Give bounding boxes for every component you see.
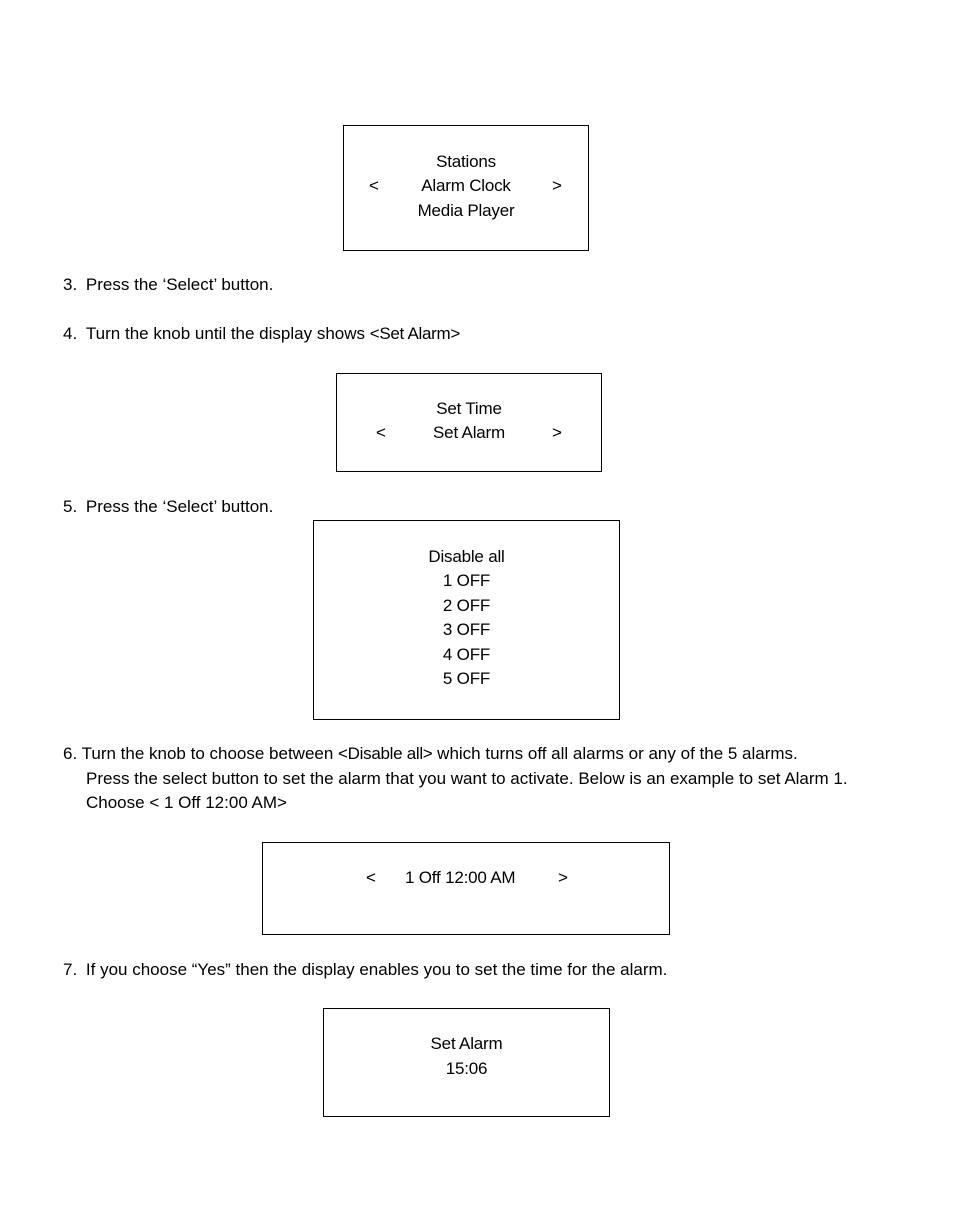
display-line-stations: Stations	[436, 152, 496, 171]
display-main-menu	[343, 125, 589, 251]
display-set-alarm-menu	[336, 373, 602, 472]
display-line-alarm-1: 1 OFF	[442, 571, 491, 590]
step-text: Press the ‘Select’ button.	[85, 497, 274, 516]
step-number: 3.	[63, 275, 78, 294]
step-number: 4.	[63, 324, 78, 343]
right-arrow-icon: >	[552, 176, 562, 195]
display-line-media-player: Media Player	[417, 201, 515, 220]
display-line-time: 15:06	[445, 1059, 488, 1078]
display-line-alarm-5: 5 OFF	[442, 669, 491, 688]
step-text: Press the ‘Select’ button.	[85, 275, 274, 294]
step-text: If you choose “Yes” then the display enables you to set the time for the alarm.	[85, 960, 668, 979]
step-text-after: which turns off all alarms or any of the 5 alarms.	[432, 744, 798, 763]
display-line-alarm-clock: Alarm Clock	[421, 176, 511, 195]
right-arrow-icon: >	[558, 868, 568, 887]
step-highlight: <Disable all>	[338, 744, 433, 763]
display-alarm-list	[313, 520, 620, 720]
step-number: 5.	[63, 497, 78, 516]
step-text: Turn the knob until the display shows	[85, 324, 370, 343]
left-arrow-icon: <	[366, 868, 376, 887]
step-7	[63, 960, 667, 980]
step-4	[63, 324, 460, 344]
display-line-alarm-2: 2 OFF	[442, 596, 491, 615]
step-highlight: <Set Alarm>	[369, 324, 460, 343]
step-6-line-3: Choose < 1 Off 12:00 AM>	[86, 793, 287, 812]
display-line-set-alarm-title: Set Alarm	[430, 1034, 503, 1053]
step-text: Turn the knob to choose between	[81, 744, 339, 763]
left-arrow-icon: <	[369, 176, 379, 195]
display-line-alarm-3: 3 OFF	[442, 620, 491, 639]
right-arrow-icon: >	[552, 423, 562, 442]
step-number: 6.	[63, 744, 78, 763]
step-6	[63, 744, 798, 764]
step-3	[63, 275, 273, 295]
display-line-set-alarm: Set Alarm	[433, 423, 505, 442]
display-set-time	[323, 1008, 610, 1117]
step-6-line-2: Press the select button to set the alarm that you want to activate. Below is an example to set Alarm 1.	[86, 769, 848, 788]
step-5	[63, 497, 273, 517]
display-line-alarm-4: 4 OFF	[442, 645, 491, 664]
step-number: 7.	[63, 960, 78, 979]
display-line-alarm-1-time: 1 Off 12:00 AM	[405, 868, 516, 887]
display-line-set-time: Set Time	[436, 399, 502, 418]
display-alarm-1	[262, 842, 670, 935]
left-arrow-icon: <	[376, 423, 386, 442]
display-line-disable-all: Disable all	[428, 547, 505, 566]
